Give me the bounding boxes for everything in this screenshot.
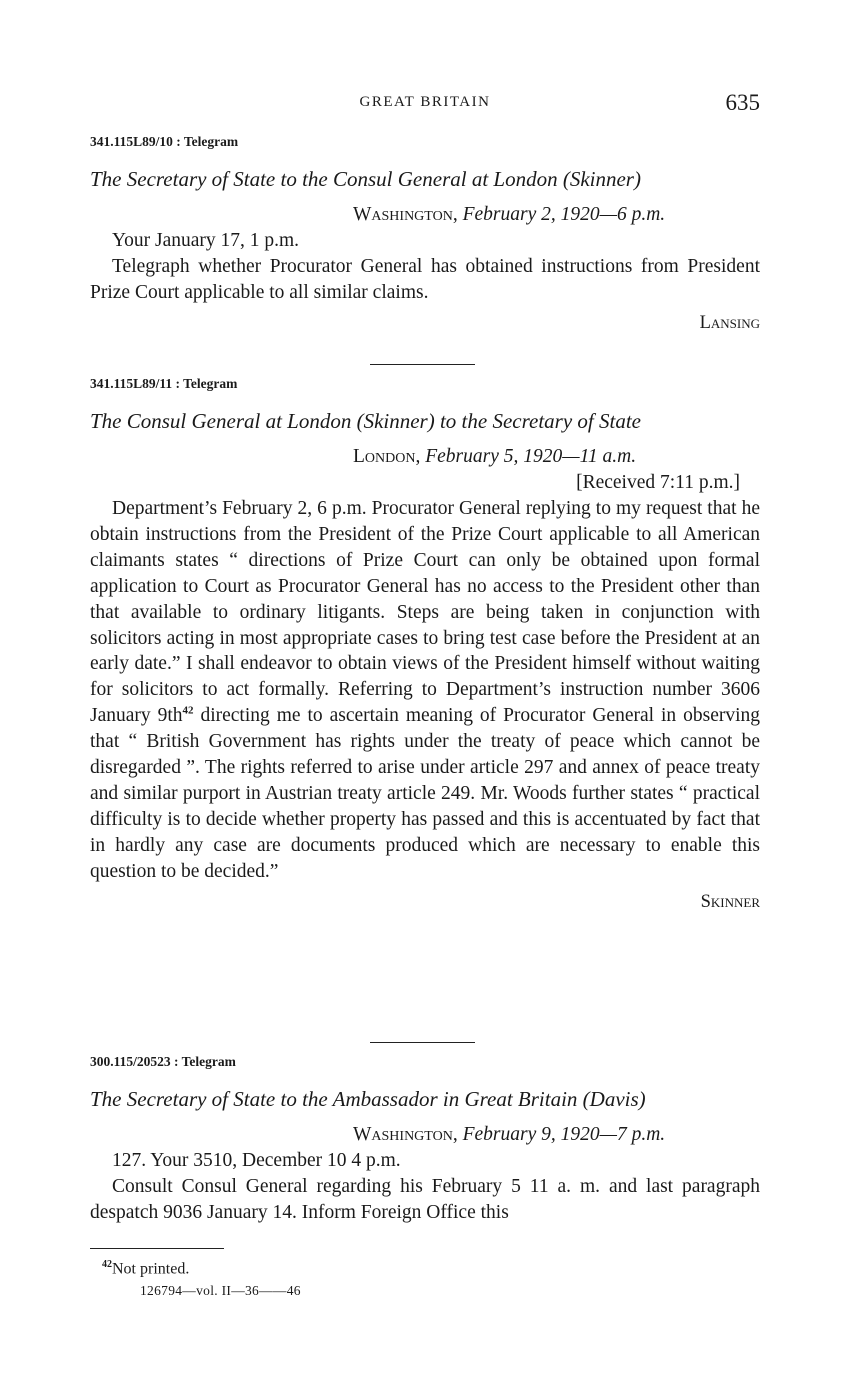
dateline-date: February 9, 1920—7 p.m.: [462, 1124, 666, 1145]
signature: Skinner: [700, 891, 760, 912]
telegram-2: [90, 376, 760, 915]
dateline: [90, 1122, 760, 1148]
printer-line: 126794—vol. II—36——46: [140, 1283, 301, 1298]
signature: Lansing: [699, 312, 760, 333]
body-paragraph: Your January 17, 1 p.m.: [112, 230, 300, 251]
telegram-1: [90, 134, 760, 336]
body-paragraph: Consult Consul General regarding his February 5 11 a. m. and last paragraph despatch 9036 January 14. Inform Foreign Office this: [90, 1175, 760, 1223]
body-paragraph: [90, 496, 760, 885]
received-time: [Received 7:11 p.m.]: [576, 472, 740, 493]
section-divider: [370, 1042, 475, 1043]
dateline: [90, 444, 760, 470]
telegram-3: [90, 1054, 760, 1226]
body-paragraph: Telegraph whether Procurator General has obtained instructions from President Prize Court applicable to all similar claims.: [90, 255, 760, 303]
dateline-place: Washington,: [353, 204, 458, 225]
footnote-reference: 42: [182, 704, 194, 717]
dateline-date: February 5, 1920—11 a.m.: [425, 446, 637, 467]
body-text-part-2: directing me to ascertain meaning of Procurator General in observing that “ British Government has rights under the treaty of peace which cannot be disregarded ”. The rights referred to arise under article 297 and annex of peace treaty and similar purport in Austrian treaty article 249. Mr. Woods further states “ practical difficulty is to decide whether property has passed and this is accentuated by fact that in hardly any case are documents produced which are necessary to enable this question to be decided.”: [90, 705, 761, 882]
dateline-date: February 2, 1920—6 p.m.: [462, 204, 666, 225]
file-number: 300.115/20523 : Telegram: [90, 1054, 236, 1069]
dateline-place: Washington,: [353, 1124, 458, 1145]
footnote: [102, 1259, 189, 1278]
page-number: 635: [725, 90, 760, 115]
file-number: 341.115L89/11 : Telegram: [90, 376, 238, 391]
section-divider: [370, 364, 475, 365]
footnote-number: 42: [102, 1259, 112, 1270]
dateline-place: London,: [353, 446, 421, 467]
body-text-part-1: Department’s February 2, 6 p.m. Procurator General replying to my request that he obtain instructions from the President of the Prize Court applicable to all American claimants states “ directions of Prize Court can only be obtained upon formal application to Court as Procurator General has no access to the President other than that available to ordinary litigants. Steps are being taken in conjunction with solicitors acting in most appropriate cases to bring test case before the President at an early date.” I shall endeavor to obtain views of the President himself without waiting for solicitors to act formally. Referring to Department’s instruction number 3606 January 9th: [90, 498, 760, 727]
document-page: [90, 0, 760, 1380]
footnote-text: Not printed.: [112, 1260, 190, 1278]
telegram-heading: The Secretary of State to the Ambassador in Great Britain (Davis): [90, 1087, 646, 1111]
body-paragraph: 127. Your 3510, December 10 4 p.m.: [112, 1150, 401, 1171]
footnote-rule: [90, 1248, 224, 1249]
telegram-heading: The Secretary of State to the Consul General at London (Skinner): [90, 167, 641, 191]
dateline: [90, 202, 760, 228]
running-head: [90, 90, 760, 118]
file-number: 341.115L89/10 : Telegram: [90, 134, 239, 149]
running-head-title: GREAT BRITAIN: [359, 94, 491, 110]
telegram-heading: The Consul General at London (Skinner) to the Secretary of State: [90, 409, 641, 433]
